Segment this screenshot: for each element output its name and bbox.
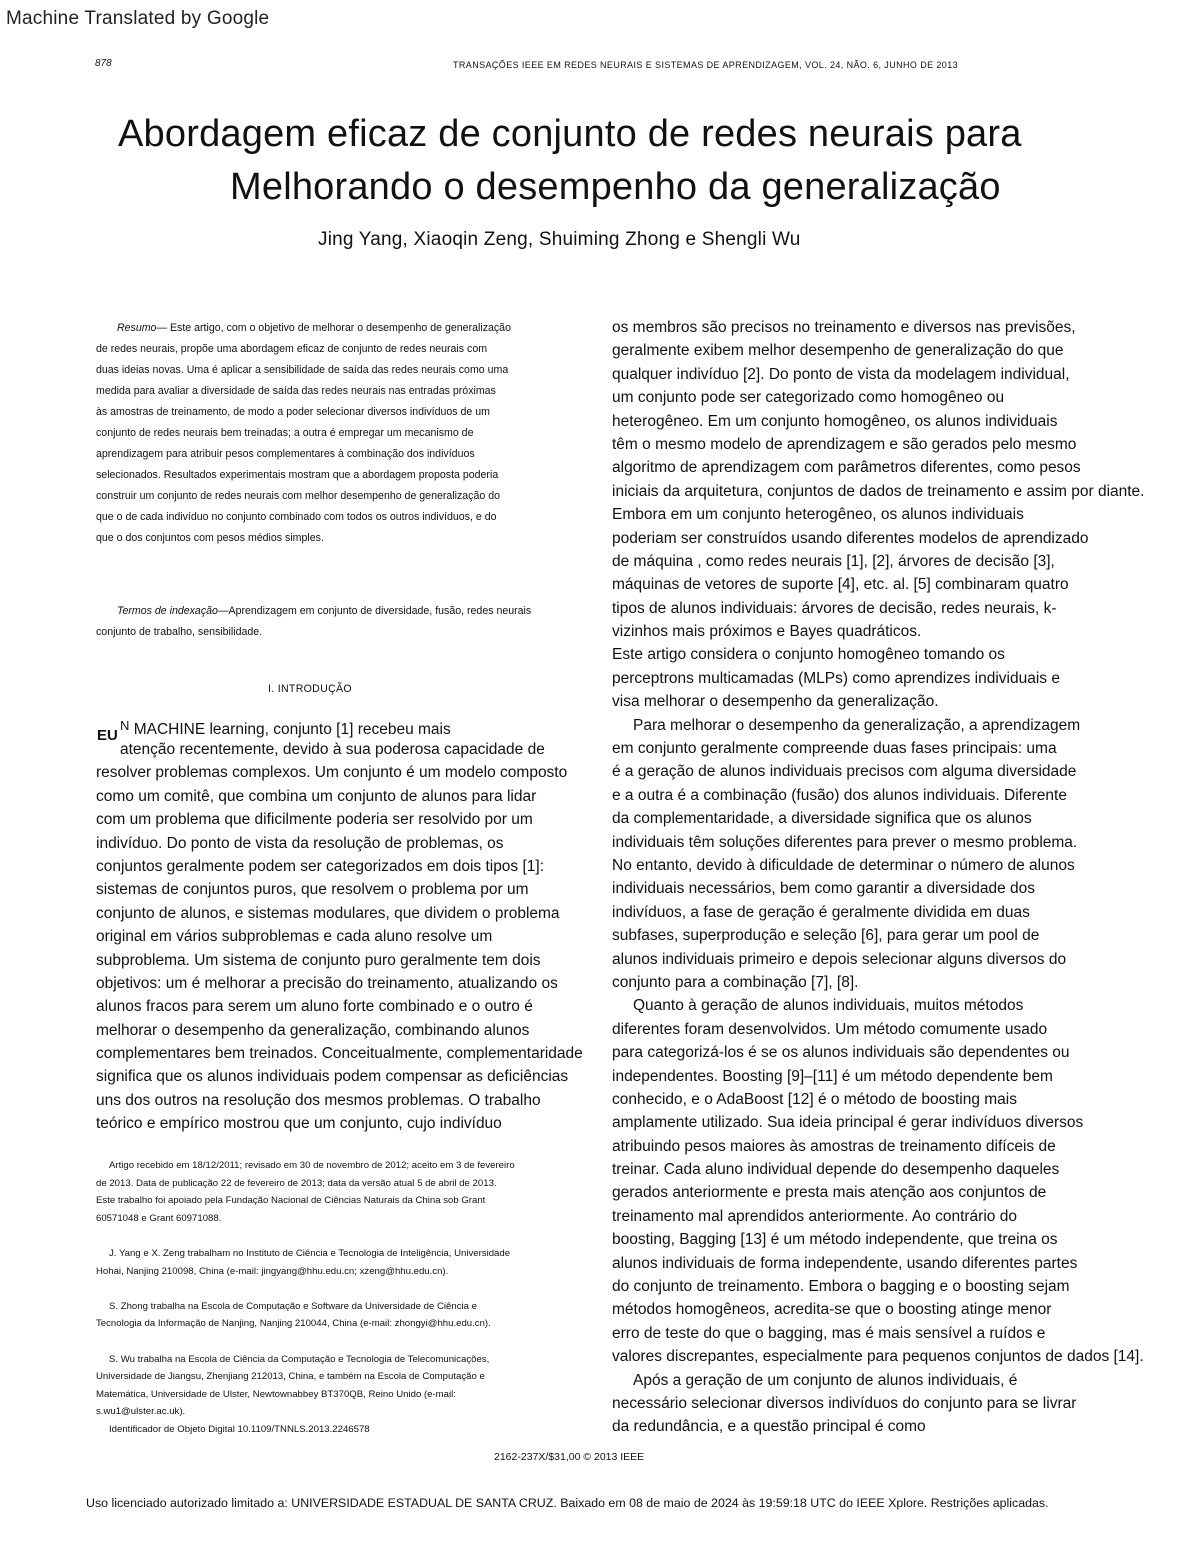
abstract-line: selecionados. Resultados experimentais mostram que a abordagem proposta poderia bbox=[96, 469, 499, 481]
body-line: alunos individuais primeiro e depois selecionar alguns diversos do bbox=[612, 950, 1067, 968]
body-line: subproblema. Um sistema de conjunto puro geralmente tem dois bbox=[96, 951, 541, 969]
body-line: conjuntos geralmente podem ser categorizados em dois tipos [1]: bbox=[96, 857, 545, 875]
footnote-line: Artigo recebido em 18/12/2011; revisado em 30 de novembro de 2012; aceito em 3 de fevereiro bbox=[109, 1160, 515, 1171]
body-line: em conjunto geralmente compreende duas fases principais: uma bbox=[612, 740, 1057, 758]
body-line: os membros são precisos no treinamento e diversos nas previsões, bbox=[612, 319, 1076, 336]
section-heading: I. INTRODUÇÃO bbox=[268, 683, 352, 695]
abstract-first-line bbox=[96, 318, 596, 339]
footnote-line: de 2013. Data de publicação 22 de fevereiro de 2013; data da versão atual 5 de abril de 2013. bbox=[96, 1177, 497, 1189]
body-line: individuais têm soluções diferentes para prever o mesmo problema. bbox=[612, 833, 1078, 851]
page-number: 878 bbox=[95, 58, 112, 69]
abstract-line: que o de cada indivíduo no conjunto combinado com todos os outros indivíduos, e do bbox=[96, 511, 497, 523]
abstract-label: Resumo— bbox=[117, 322, 168, 334]
abstract-line: duas ideias novas. Uma é aplicar a sensibilidade de saída das redes neurais como uma bbox=[96, 364, 509, 376]
body-line: sistemas de conjuntos puros, que resolvem o problema por um bbox=[96, 881, 529, 899]
footnote-spacer bbox=[96, 1333, 515, 1351]
body-line: alunos individuais de forma independente, usando diferentes partes bbox=[612, 1254, 1078, 1272]
body-line: resolver problemas complexos. Um conjunto é um modelo composto bbox=[96, 764, 568, 782]
running-head: TRANSAÇÕES IEEE EM REDES NEURAIS E SISTEMAS DE APRENDIZAGEM, VOL. 24, NÃO. 6, JUNHO DE 2013 bbox=[453, 60, 959, 70]
intro-first-line bbox=[120, 714, 451, 737]
body-line: para categorizá-los é se os alunos individuais são dependentes ou bbox=[612, 1044, 1070, 1062]
body-line: poderiam ser construídos usando diferentes modelos de aprendizado bbox=[612, 529, 1089, 547]
body-line: objetivos: um é melhorar a precisão do treinamento, atualizando os bbox=[96, 974, 558, 992]
body-line: diferentes foram desenvolvidos. Um método comumente usado bbox=[612, 1020, 1048, 1038]
body-line: da redundância, e a questão principal é como bbox=[612, 1418, 926, 1436]
index-terms-first-line bbox=[96, 601, 616, 622]
dropcap-word: EU bbox=[97, 727, 118, 744]
footnote-line: S. Wu trabalha na Escola de Ciência da Computação e Tecnologia de Telecomunicações, bbox=[109, 1353, 490, 1365]
footnotes bbox=[96, 1157, 515, 1439]
dropcap-superscript: N bbox=[120, 718, 130, 733]
paper-title-line-1: Abordagem eficaz de conjunto de redes neurais para bbox=[118, 113, 1022, 155]
body-line: treinamento mal aprendidos anteriormente. Ao contrário do bbox=[612, 1207, 1017, 1225]
body-line: iniciais da arquitetura, conjuntos de dados de treinamento e assim por diante. bbox=[612, 482, 1145, 500]
body-line: máquinas de vetores de suporte [4], etc. al. [5] combinaram quatro bbox=[612, 576, 1069, 594]
body-line: conjunto de alunos, e sistemas modulares, que dividem o problema bbox=[96, 904, 560, 922]
body-line: gerados anteriormente e presta mais atenção aos conjuntos de bbox=[612, 1184, 1047, 1202]
body-line: atribuindo pesos maiores às amostras de treinamento difíceis de bbox=[612, 1137, 1056, 1155]
footnote-line: Universidade de Jiangsu, Zhenjiang 212013, China, e também na Escola de Computação e bbox=[96, 1371, 485, 1383]
body-line: indivíduo. Do ponto de vista da resolução de problemas, os bbox=[96, 834, 504, 852]
body-line: original em vários subproblemas e cada aluno resolve um bbox=[96, 928, 493, 946]
body-line: tipos de alunos individuais: árvores de decisão, redes neurais, k- bbox=[612, 599, 1057, 617]
footnote-spacer bbox=[96, 1227, 515, 1245]
abstract-line: que o dos conjuntos com pesos médios simples. bbox=[96, 532, 324, 544]
body-line: Para melhorar o desempenho da generalização, a aprendizagem bbox=[633, 716, 1081, 734]
body-line: valores discrepantes, especialmente para pequenos conjuntos de dados [14]. bbox=[612, 1348, 1144, 1366]
footnote-line: Este trabalho foi apoiado pela Fundação Nacional de Ciências Naturais da China sob Grant bbox=[96, 1195, 486, 1207]
body-line: complementares bem treinados. Conceitualmente, complementaridade bbox=[96, 1045, 583, 1063]
body-line: atenção recentemente, devido à sua poderosa capacidade de bbox=[120, 741, 545, 758]
body-line: com um problema que dificilmente poderia ser resolvido por um bbox=[96, 811, 533, 829]
abstract-text: Este artigo, com o objetivo de melhorar o desempenho de generalização bbox=[167, 322, 511, 334]
body-line: Embora em um conjunto heterogêneo, os alunos individuais bbox=[612, 506, 1024, 524]
body-line: amplamente utilizado. Sua ideia principal é gerar indivíduos diversos bbox=[612, 1114, 1084, 1132]
abstract-line: aprendizagem para atribuir pesos complementares à combinação dos indivíduos bbox=[96, 448, 475, 460]
body-line: necessário selecionar diversos indivíduos do conjunto para se livrar bbox=[612, 1394, 1077, 1412]
body-line: como um comitê, que combina um conjunto de alunos para lidar bbox=[96, 787, 537, 805]
body-line: Quanto à geração de alunos individuais, muitos métodos bbox=[633, 997, 1024, 1015]
body-line: Após a geração de um conjunto de alunos individuais, é bbox=[633, 1371, 1018, 1389]
body-line: significa que os alunos individuais podem compensar as deficiências bbox=[96, 1068, 569, 1086]
body-line: independentes. Boosting [9]–[11] é um método dependente bem bbox=[612, 1067, 1053, 1085]
body-line: do conjunto de treinamento. Embora o bagging e o boosting sejam bbox=[612, 1278, 1070, 1296]
intro-first-line-text: MACHINE learning, conjunto [1] recebeu mais bbox=[129, 721, 451, 738]
body-line: conhecido, e o AdaBoost [12] é o método de boosting mais bbox=[612, 1090, 1017, 1108]
body-line: boosting, Bagging [13] é um método independente, que treina os bbox=[612, 1231, 1058, 1249]
abstract-line: de redes neurais, propõe uma abordagem eficaz de conjunto de redes neurais com bbox=[96, 343, 488, 355]
body-line: No entanto, devido à dificuldade de determinar o número de alunos bbox=[612, 856, 1075, 874]
body-line: algoritmo de aprendizagem com parâmetros diferentes, como pesos bbox=[612, 459, 1081, 477]
abstract bbox=[96, 318, 596, 549]
body-line: individuais necessários, bem como garantir a diversidade dos bbox=[612, 880, 1036, 898]
index-terms-text: Aprendizagem em conjunto de diversidade, fusão, redes neurais bbox=[228, 605, 532, 617]
paper-title-line-2: Melhorando o desempenho da generalização bbox=[230, 166, 1001, 208]
footnote-line: J. Yang e X. Zeng trabalham no Instituto de Ciência e Tecnologia de Inteligência, Universidade bbox=[109, 1247, 511, 1259]
body-line: é a geração de alunos individuais precisos com alguma diversidade bbox=[612, 763, 1077, 781]
body-line: uns dos outros na resolução dos mesmos problemas. O trabalho bbox=[96, 1091, 541, 1109]
body-line: de máquina , como redes neurais [1], [2], árvores de decisão [3], bbox=[612, 552, 1055, 570]
index-terms-label: Termos de indexação— bbox=[117, 605, 229, 617]
index-terms-line: conjunto de trabalho, sensibilidade. bbox=[96, 626, 263, 638]
body-line: da complementaridade, a diversidade significa que os alunos bbox=[612, 810, 1032, 828]
watermark: Machine Translated by Google bbox=[6, 8, 270, 29]
body-line: qualquer indivíduo [2]. Do ponto de vista da modelagem individual, bbox=[612, 365, 1070, 383]
footnote-line: s.wu1@ulster.ac.uk). bbox=[96, 1406, 186, 1418]
abstract-line: conjunto de redes neurais bem treinadas; a outra é empregar um mecanismo de bbox=[96, 427, 474, 439]
body-line: heterogêneo. Em um conjunto homogêneo, os alunos individuais bbox=[612, 412, 1058, 430]
body-line: conjunto para a combinação [7], [8]. bbox=[612, 973, 859, 991]
body-line: indivíduos, a fase de geração é geralmente dividida em duas bbox=[612, 903, 1030, 921]
body-line: teórico e empírico mostrou que um conjunto, cujo indivíduo bbox=[96, 1115, 502, 1133]
copyright: 2162-237X/$31,00 © 2013 IEEE bbox=[494, 1451, 645, 1463]
authors: Jing Yang, Xiaoqin Zeng, Shuiming Zhong e Shengli Wu bbox=[318, 229, 801, 250]
body-line: melhorar o desempenho da generalização, combinando alunos bbox=[96, 1021, 530, 1039]
body-line: subfases, superprodução e seleção [6], para gerar um pool de bbox=[612, 927, 1040, 945]
index-terms bbox=[96, 601, 616, 643]
body-line: visa melhorar o desempenho da generalização. bbox=[612, 693, 939, 711]
body-line: perceptrons multicamadas (MLPs) como aprendizes individuais e bbox=[612, 669, 1060, 687]
body-line: geralmente exibem melhor desempenho de generalização do que bbox=[612, 342, 1064, 360]
body-line: erro de teste do que o bagging, mas é mais sensível a ruídos e bbox=[612, 1324, 1046, 1342]
body-line: e a outra é a combinação (fusão) dos alunos individuais. Diferente bbox=[612, 786, 1067, 804]
body-line: um conjunto pode ser categorizado como homogêneo ou bbox=[612, 389, 1005, 407]
footnote-line: Hohai, Nanjing 210098, China (e-mail: jingyang@hhu.edu.cn; xzeng@hhu.edu.cn). bbox=[96, 1265, 449, 1277]
footnote-line: S. Zhong trabalha na Escola de Computação e Software da Universidade de Ciência e bbox=[109, 1300, 477, 1312]
body-line: vizinhos mais próximos e Bayes quadráticos. bbox=[612, 623, 922, 641]
body-line: métodos homogêneos, acredita-se que o boosting atinge menor bbox=[612, 1301, 1052, 1319]
footnote-line: Tecnologia da Informação de Nanjing, Nanjing 210044, China (e-mail: zhongyi@hhu.edu.cn). bbox=[96, 1318, 491, 1330]
body-line: Este artigo considera o conjunto homogêneo tomando os bbox=[612, 646, 1005, 664]
body-line: alunos fracos para serem um aluno forte combinado e o outro é bbox=[96, 998, 533, 1016]
right-column-body bbox=[612, 316, 1145, 1439]
footnote-spacer bbox=[96, 1280, 515, 1298]
license-notice: Uso licenciado autorizado limitado a: UNIVERSIDADE ESTADUAL DE SANTA CRUZ. Baixado em 08 de maio de 2024 às 19:59:18 UTC do IEEE Xplore. Restrições aplicadas. bbox=[86, 1496, 1049, 1510]
footnote-line: 60571048 e Grant 60971088. bbox=[96, 1212, 222, 1224]
abstract-line: às amostras de treinamento, de modo a poder selecionar diversos indivíduos de um bbox=[96, 406, 490, 418]
abstract-line: medida para avaliar a diversidade de saída das redes neurais nas entradas próximas bbox=[96, 385, 496, 397]
body-line: têm o mesmo modelo de aprendizagem e são gerados pelo mesmo bbox=[612, 435, 1077, 453]
footnote-line: Matemática, Universidade de Ulster, Newtownabbey BT370QB, Reino Unido (e-mail: bbox=[96, 1388, 456, 1400]
footnote-doi: Identificador de Objeto Digital 10.1109/TNNLS.2013.2246578 bbox=[109, 1423, 370, 1435]
body-line: treinar. Cada aluno individual depende do desempenho daqueles bbox=[612, 1161, 1060, 1179]
left-column-body bbox=[96, 738, 583, 1136]
abstract-line: construir um conjunto de redes neurais com melhor desempenho de generalização do bbox=[96, 490, 500, 502]
